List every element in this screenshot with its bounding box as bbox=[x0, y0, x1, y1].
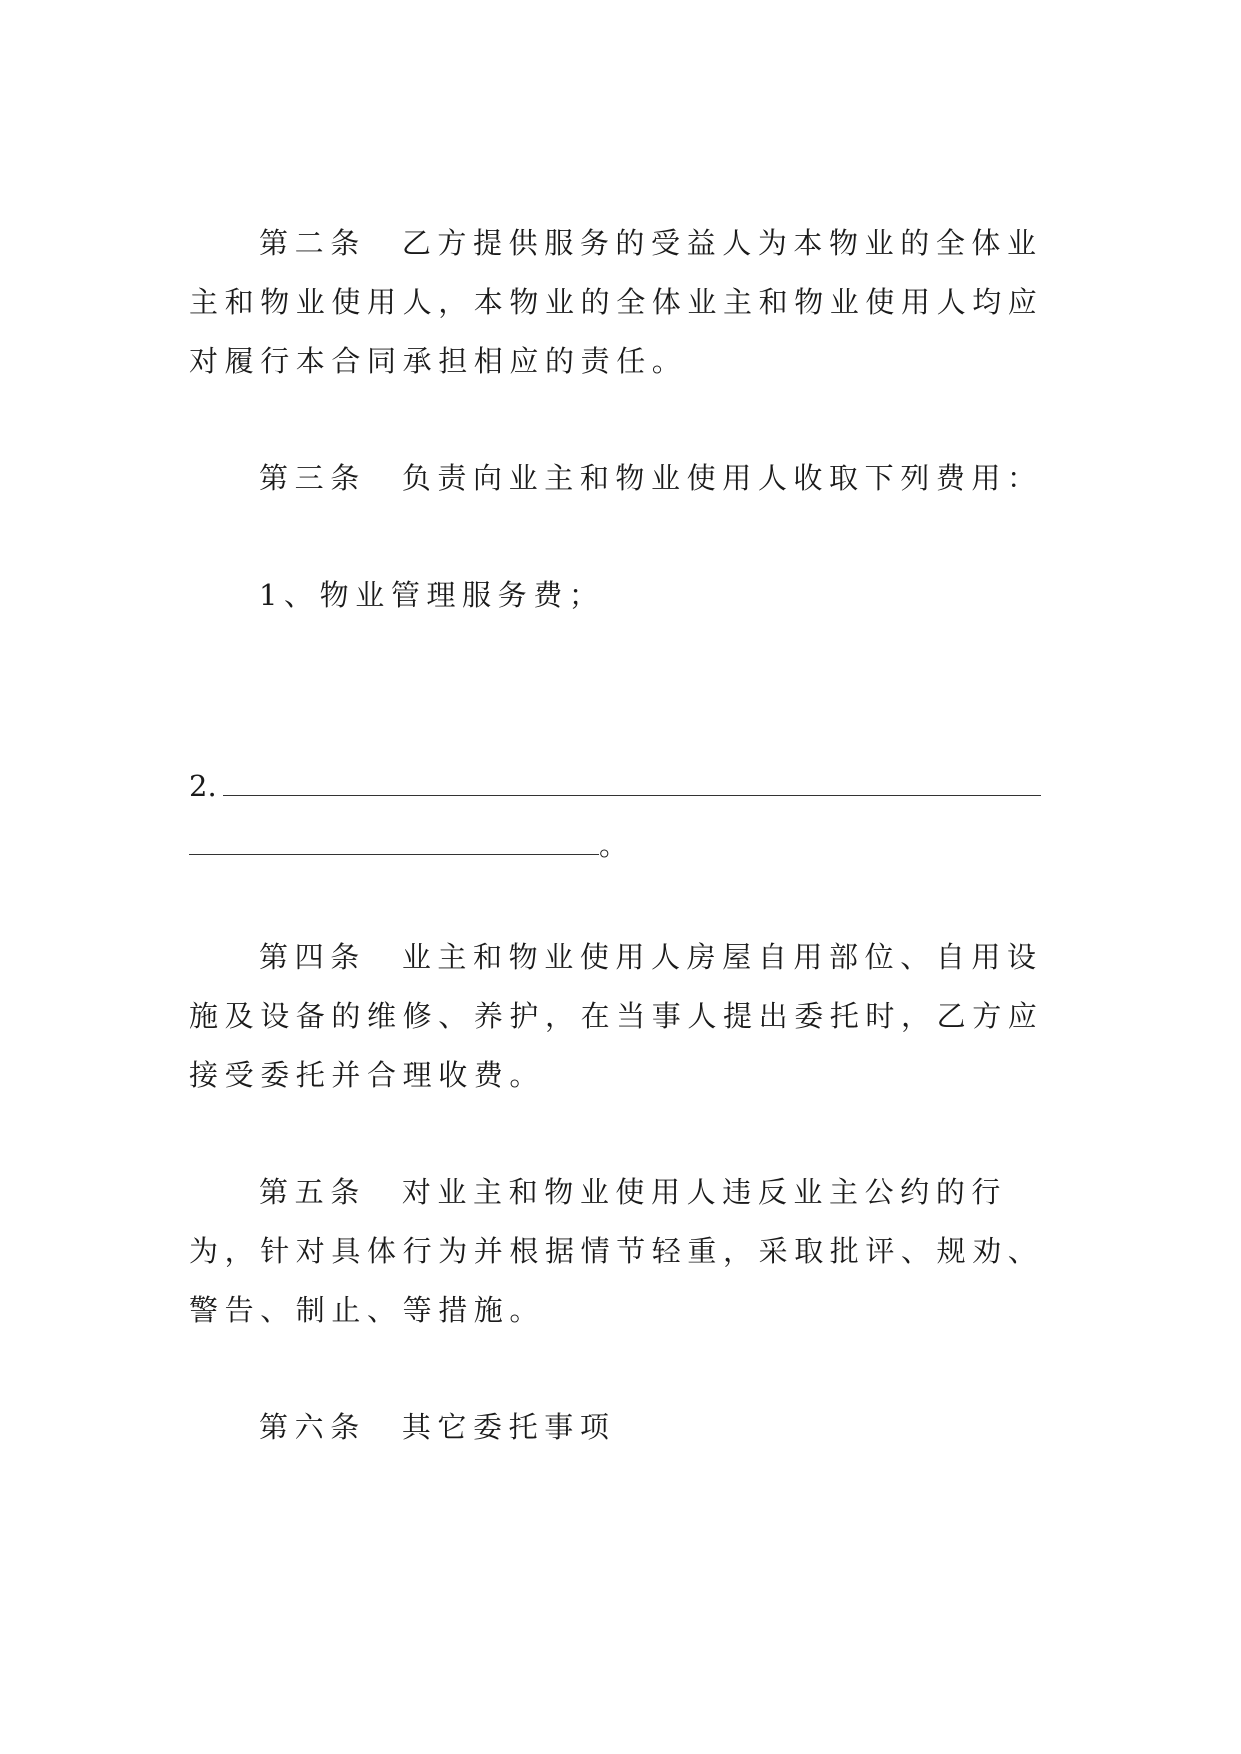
article-4 bbox=[189, 928, 1061, 1105]
article-2-text: 乙方提供服务的受益人为本物业的全体业主和物业使用人，本物业的全体业主和物业使用人均应对履行本合同承担相应的责任。 bbox=[189, 226, 1044, 378]
article-3-item-2-line-1 bbox=[189, 757, 1041, 816]
article-3-item-2-end: 。 bbox=[599, 828, 629, 862]
article-2-heading: 第二条 bbox=[259, 226, 366, 260]
article-3-item-1 bbox=[189, 566, 1061, 625]
article-3-item-2-prefix: 2. bbox=[189, 769, 217, 803]
fill-in-blank bbox=[189, 824, 599, 855]
article-3-heading: 第三条 bbox=[259, 461, 366, 495]
article-6-text: 其它委托事项 bbox=[401, 1410, 616, 1444]
article-6 bbox=[189, 1398, 1061, 1457]
article-3 bbox=[189, 449, 1061, 508]
article-3-item-1-text: 1、物业管理服务费； bbox=[259, 578, 605, 612]
article-6-heading: 第六条 bbox=[259, 1410, 366, 1444]
article-3-item-2-line-2 bbox=[189, 816, 628, 875]
article-5 bbox=[189, 1163, 1061, 1340]
article-2 bbox=[189, 214, 1061, 391]
article-5-text: 对业主和物业使用人违反业主公约的行为，针对具体行为并根据情节轻重，采取批评、规劝、警告、制止、等措施。 bbox=[189, 1175, 1044, 1327]
article-5-heading: 第五条 bbox=[259, 1175, 366, 1209]
article-3-text: 负责向业主和物业使用人收取下列费用： bbox=[401, 461, 1043, 495]
fill-in-blank bbox=[223, 765, 1041, 796]
article-4-heading: 第四条 bbox=[259, 940, 366, 974]
article-4-text: 业主和物业使用人房屋自用部位、自用设施及设备的维修、养护，在当事人提出委托时，乙方应接受委托并合理收费。 bbox=[189, 940, 1044, 1092]
